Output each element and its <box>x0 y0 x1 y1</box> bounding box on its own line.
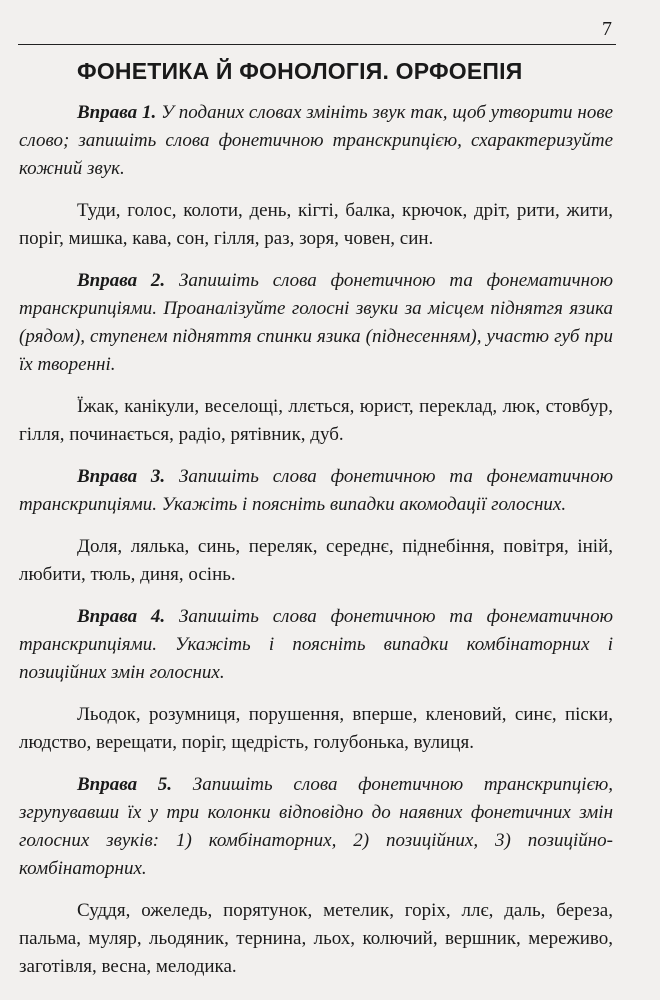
exercise-5-text: Запишіть слова фонетичною транскрипцією, згрупувавши їх у три колонки відповідно до наявних фонетичних змін голосних звуків: 1) комбінаторних, 2) позиційних, 3) позиційно-комбінаторних. <box>19 774 613 879</box>
exercise-1-label: Вправа 1. <box>77 102 157 123</box>
exercise-3-task <box>19 463 613 519</box>
exercise-4-label: Вправа 4. <box>77 606 166 627</box>
exercise-4-task <box>19 603 613 687</box>
header-rule <box>18 44 616 45</box>
exercise-3-label: Вправа 3. <box>77 466 166 487</box>
exercise-1-task <box>19 99 613 183</box>
page-content <box>19 56 613 995</box>
exercise-4-words: Льодок, розумниця, порушення, вперше, кленовий, синє, піски, людство, верещати, поріг, щедрість, голубонька, вулиця. <box>19 704 613 753</box>
exercise-1-text: У поданих словах змініть звук так, щоб утворити нове слово; запишіть слова фонетичною транскрипцією, схарактеризуйте кожний звук. <box>19 102 614 179</box>
exercise-3-text: Запишіть слова фонетичною та фонематичною транскрипціями. Укажіть і поясніть випадки акомодації голосних. <box>19 466 613 515</box>
page-number: 7 <box>602 18 612 40</box>
exercise-1-words: Туди, голос, колоти, день, кігті, балка, крючок, дріт, рити, жити, поріг, мишка, кава, сон, гілля, раз, зоря, човен, син. <box>19 200 613 249</box>
exercise-2-task <box>19 267 613 379</box>
exercise-5-label: Вправа 5. <box>77 774 173 795</box>
exercise-2-words: Їжак, канікули, веселощі, ллється, юрист, переклад, люк, стовбур, гілля, починається, радіо, рятівник, дуб. <box>19 396 613 445</box>
exercise-5-task <box>19 771 613 883</box>
exercise-2-label: Вправа 2. <box>77 270 166 291</box>
exercise-4-text: Запишіть слова фонетичною та фонематичною транскрипціями. Укажіть і поясніть випадки комбінаторних і позиційних змін голосних. <box>19 606 613 683</box>
section-title: ФОНЕТИКА Й ФОНОЛОГІЯ. ОРФОЕПІЯ <box>77 58 523 84</box>
exercise-2-text: Запишіть слова фонетичною та фонематичною транскрипціями. Проаналізуйте голосні звуки за місцем піднятгя язика (рядом), ступенем підняття спинки язика (піднесенням), участю губ при їх творенні. <box>19 270 613 375</box>
exercise-5-words: Суддя, ожеледь, порятунок, метелик, горіх, ллє, даль, береза, пальма, муляр, льодяник, тернина, льох, колючий, вершник, мереживо, заготівля, весна, мелодика. <box>19 900 613 977</box>
exercise-3-words: Доля, лялька, синь, переляк, середнє, піднебіння, повітря, іній, любити, тюль, диня, осінь. <box>19 536 613 585</box>
